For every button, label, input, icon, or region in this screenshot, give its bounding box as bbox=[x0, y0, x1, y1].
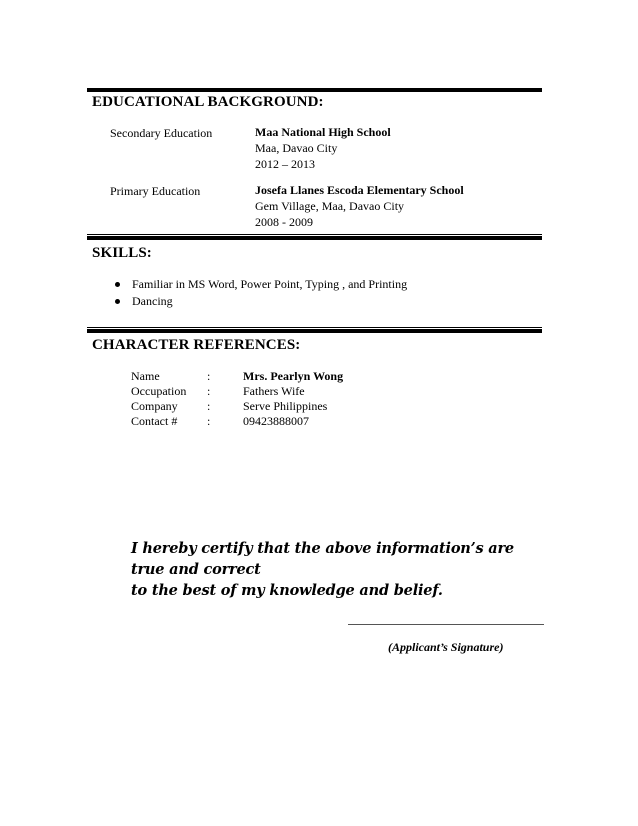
section-divider-thin bbox=[87, 327, 542, 328]
section-divider bbox=[87, 236, 542, 240]
secondary-school-years: 2012 – 2013 bbox=[255, 157, 315, 171]
signature-label: (Applicant’s Signature) bbox=[388, 640, 504, 654]
education-heading: EDUCATIONAL BACKGROUND: bbox=[92, 94, 324, 110]
reference-key: Company bbox=[131, 399, 178, 413]
references-heading: CHARACTER REFERENCES: bbox=[92, 337, 301, 353]
reference-separator: : bbox=[207, 414, 211, 428]
skill-text: Familiar in MS Word, Power Point, Typing , and Printing bbox=[132, 277, 408, 291]
primary-school-years: 2008 - 2009 bbox=[255, 215, 313, 229]
reference-separator: : bbox=[207, 369, 211, 383]
skills-list bbox=[112, 276, 407, 310]
certification-line: I hereby certify that the above information’s are true and correct bbox=[131, 540, 514, 578]
skills-heading: SKILLS: bbox=[92, 245, 152, 261]
primary-education-label: Primary Education bbox=[110, 184, 201, 198]
bullet-icon bbox=[115, 299, 120, 304]
reference-key: Contact # bbox=[131, 414, 178, 428]
skill-text: Dancing bbox=[132, 294, 173, 308]
section-divider bbox=[87, 329, 542, 333]
reference-value: 09423888007 bbox=[243, 414, 309, 428]
reference-key: Name bbox=[131, 369, 160, 383]
list-item bbox=[112, 293, 407, 310]
reference-value: Serve Philippines bbox=[243, 399, 328, 413]
secondary-education-label: Secondary Education bbox=[110, 126, 213, 140]
bullet-icon bbox=[115, 282, 120, 287]
list-item bbox=[112, 276, 407, 293]
reference-separator: : bbox=[207, 399, 211, 413]
secondary-school-address: Maa, Davao City bbox=[255, 141, 338, 155]
certification-line: to the best of my knowledge and belief. bbox=[131, 582, 443, 599]
primary-school-name: Josefa Llanes Escoda Elementary School bbox=[255, 183, 464, 197]
certification-statement bbox=[131, 538, 551, 601]
signature-line bbox=[348, 624, 544, 625]
reference-value: Fathers Wife bbox=[243, 384, 305, 398]
reference-key: Occupation bbox=[131, 384, 187, 398]
primary-school-address: Gem Village, Maa, Davao City bbox=[255, 199, 405, 213]
section-divider-thin bbox=[87, 234, 542, 235]
reference-separator: : bbox=[207, 384, 211, 398]
reference-value: Mrs. Pearlyn Wong bbox=[243, 369, 344, 383]
secondary-school-name: Maa National High School bbox=[255, 125, 391, 139]
section-divider bbox=[87, 88, 542, 92]
